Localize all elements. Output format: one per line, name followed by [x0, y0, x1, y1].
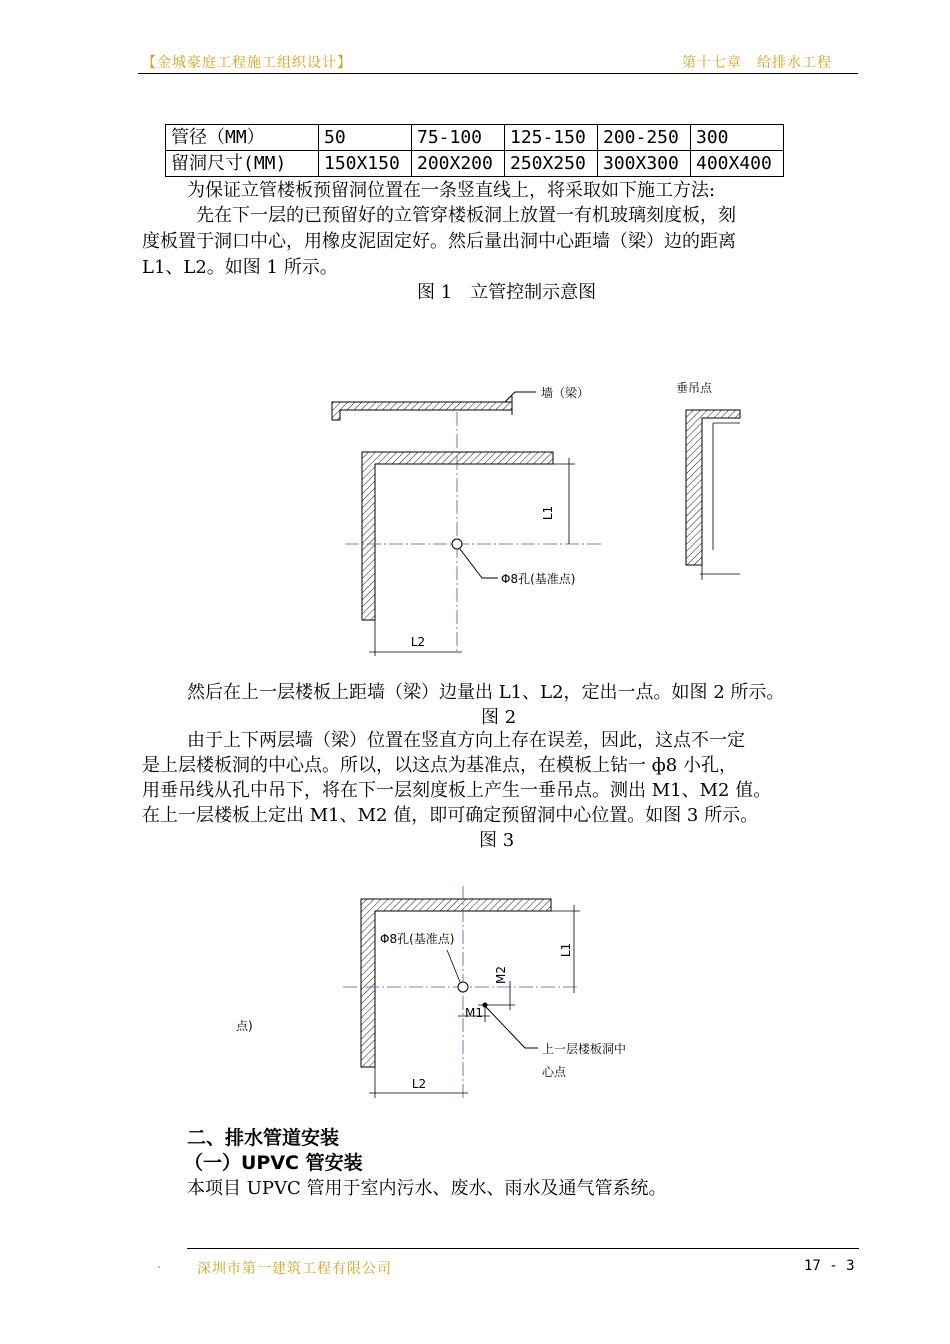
- figure-3-diagram: [236, 886, 626, 1100]
- paragraph-line: 然后在上一层楼板上距墙（梁）边量出 L1、L2，定出一点。如图 2 所示。: [187, 682, 785, 703]
- table-cell: 150X150: [319, 151, 412, 177]
- m2-label: M2: [494, 966, 508, 984]
- footer-bullet: ·: [157, 1260, 162, 1276]
- plumb-label: 垂吊点: [676, 381, 713, 395]
- wall-label: 墙（梁）: [541, 386, 590, 400]
- leader-line: [447, 950, 460, 982]
- l1-label: L1: [559, 942, 573, 958]
- page-number: 17 - 3: [804, 1258, 855, 1274]
- paragraph-line: 是上层楼板洞的中心点。所以，以这点为基准点，在模板上钻一 ф8 小孔，: [142, 755, 737, 776]
- table-cell: 250X250: [505, 151, 598, 177]
- center-label-line2: 心点: [542, 1065, 567, 1079]
- table-cell: 50: [319, 125, 412, 151]
- paragraph-line: 在上一层楼板上定出 M1、M2 值，即可确定预留洞中心位置。如图 3 所示。: [142, 805, 759, 826]
- clipped-label-fragment: 点): [236, 1019, 253, 1033]
- table-cell: 200-250: [598, 125, 691, 151]
- l2-label: L2: [411, 1077, 427, 1091]
- center-label-line1: 上一层楼板洞中: [542, 1042, 627, 1056]
- leader-line: [505, 392, 536, 402]
- wall-strip-shape: [332, 402, 512, 420]
- figure-caption: 图 1 立管控制示意图: [417, 282, 597, 303]
- table-cell: 300X300: [598, 151, 691, 177]
- hole-label: Φ8孔(基准点): [501, 572, 576, 586]
- l-wall-shape: [362, 452, 553, 620]
- header-left: 【金城豪庭工程施工组织设计】: [142, 55, 352, 71]
- paragraph-line: 先在下一层的已预留好的立管穿楼板洞上放置一有机玻璃刻度板，刻: [196, 205, 736, 226]
- hole-label: Φ8孔(基准点): [380, 932, 455, 946]
- leader-line: [460, 549, 498, 578]
- paragraph-intro: 为保证立管楼板预留洞位置在一条竖直线上，将采取如下施工方法:: [187, 180, 716, 201]
- paragraph-line: 本项目 UPVC 管用于室内污水、废水、雨水及通气管系统。: [187, 1178, 667, 1199]
- table-cell: 400X400: [691, 151, 784, 177]
- section-title: 二、排水管道安装: [187, 1127, 340, 1149]
- table-cell: 200X200: [412, 151, 505, 177]
- paragraph-line: 度板置于洞口中心，用橡皮泥固定好。然后量出洞中心距墙（梁）边的距离: [142, 231, 736, 252]
- table-cell: 125-150: [505, 125, 598, 151]
- l-wall-shape: [361, 899, 551, 1067]
- table-cell: 75-100: [412, 125, 505, 151]
- table-cell: 管径（MM）: [166, 125, 319, 151]
- figure-caption: 图 2: [481, 707, 517, 728]
- subsection-title: （一）UPVC 管安装: [184, 1152, 363, 1174]
- hole-symbol: [452, 539, 462, 549]
- paragraph-line: 由于上下两层墙（梁）位置在竖直方向上存在误差，因此，这点不一定: [187, 730, 745, 751]
- table-cell: 300: [691, 125, 784, 151]
- m1-label: M1: [465, 1006, 483, 1020]
- table-cell: 留洞尺寸(MM): [166, 151, 319, 177]
- paragraph-line: 用垂吊线从孔中吊下，将在下一层刻度板上产生一垂吊点。测出 M1、M2 值。: [142, 780, 772, 801]
- paragraph-line: L1、L2。如图 1 所示。: [142, 257, 338, 278]
- hole-symbol: [458, 982, 468, 992]
- l2-label: L2: [410, 635, 426, 649]
- footer-rule: [187, 1248, 859, 1249]
- leader-line: [485, 1006, 538, 1048]
- l1-label: L1: [541, 505, 555, 521]
- header-right: 第十七章 给排水工程: [682, 55, 832, 71]
- figure-1-diagram: [332, 380, 740, 656]
- footer-company: 深圳市第一建筑工程有限公司: [197, 1261, 392, 1277]
- figure-caption: 图 3: [479, 830, 515, 851]
